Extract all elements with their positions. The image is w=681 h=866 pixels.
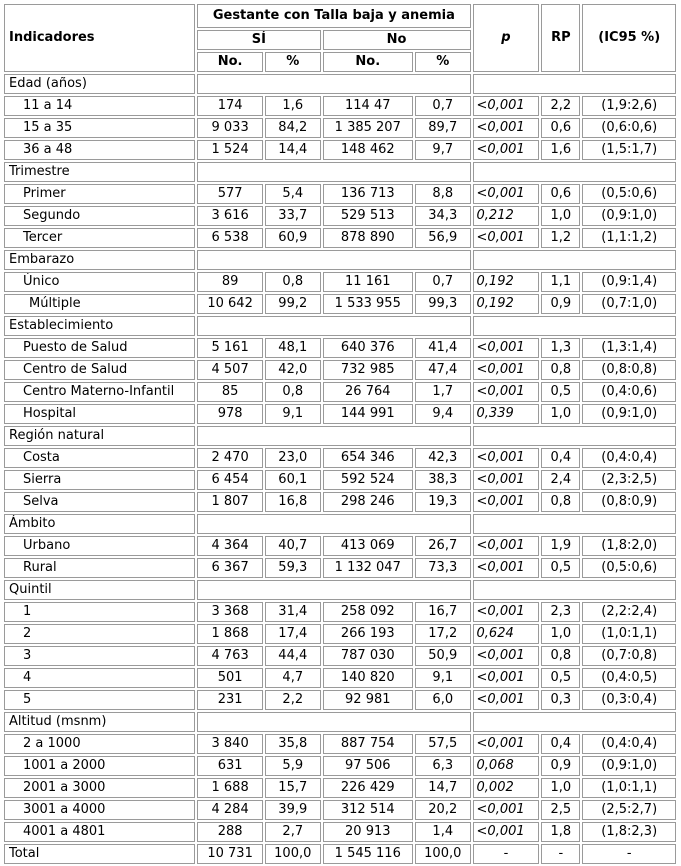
no-count-cell: 878 890 — [323, 228, 413, 248]
total-ic: - — [582, 844, 676, 864]
si-count-cell: 174 — [197, 96, 263, 116]
row-label: Hospital — [4, 404, 195, 424]
no-count-cell: 266 193 — [323, 624, 413, 644]
no-count-cell: 298 246 — [323, 492, 413, 512]
si-count-cell: 288 — [197, 822, 263, 842]
no-percent-cell: 50,9 — [415, 646, 471, 666]
table-row — [4, 470, 676, 490]
row-label: 1001 a 2000 — [4, 756, 195, 776]
si-percent-cell: 84,2 — [265, 118, 321, 138]
no-percent-cell: 9,1 — [415, 668, 471, 688]
si-count-cell: 3 616 — [197, 206, 263, 226]
row-label: 1 — [4, 602, 195, 622]
header-no: No — [323, 30, 471, 50]
ic-cell: (2,5:2,7) — [582, 800, 676, 820]
p-value-cell: <0,001 — [473, 118, 540, 138]
table-row — [4, 602, 676, 622]
header-rp: RP — [541, 4, 580, 72]
group-title: Embarazo — [4, 250, 195, 270]
table-row — [4, 294, 676, 314]
rp-cell: 1,3 — [541, 338, 580, 358]
group-title: Altitud (msnm) — [4, 712, 195, 732]
si-percent-cell: 99,2 — [265, 294, 321, 314]
p-value-cell: <0,001 — [473, 228, 540, 248]
table-row — [4, 96, 676, 116]
si-count-cell: 978 — [197, 404, 263, 424]
table-row — [4, 734, 676, 754]
p-value-cell: 0,192 — [473, 272, 540, 292]
si-percent-cell: 4,7 — [265, 668, 321, 688]
table-row — [4, 206, 676, 226]
group-header-row — [4, 426, 676, 446]
si-percent-cell: 14,4 — [265, 140, 321, 160]
p-value-cell: <0,001 — [473, 668, 540, 688]
si-count-cell: 2 470 — [197, 448, 263, 468]
row-label: Rural — [4, 558, 195, 578]
si-percent-cell: 1,6 — [265, 96, 321, 116]
p-value-cell: <0,001 — [473, 184, 540, 204]
row-label: Primer — [4, 184, 195, 204]
p-value-cell: <0,001 — [473, 470, 540, 490]
table-row — [4, 338, 676, 358]
si-percent-cell: 17,4 — [265, 624, 321, 644]
total-p: - — [473, 844, 540, 864]
table-row — [4, 360, 676, 380]
no-count-cell: 887 754 — [323, 734, 413, 754]
header-group-title: Gestante con Talla baja y anemia — [197, 4, 470, 28]
no-percent-cell: 99,3 — [415, 294, 471, 314]
ic-cell: (0,5:0,6) — [582, 558, 676, 578]
no-count-cell: 529 513 — [323, 206, 413, 226]
rp-cell: 1,6 — [541, 140, 580, 160]
no-count-cell: 226 429 — [323, 778, 413, 798]
group-spacer-cell — [473, 580, 676, 600]
ic-cell: (0,4:0,5) — [582, 668, 676, 688]
group-spacer-cell — [473, 426, 676, 446]
no-count-cell: 114 47 — [323, 96, 413, 116]
no-percent-cell: 1,4 — [415, 822, 471, 842]
table-row — [4, 690, 676, 710]
si-count-cell: 9 033 — [197, 118, 263, 138]
table-row — [4, 382, 676, 402]
no-count-cell: 1 132 047 — [323, 558, 413, 578]
row-label: 15 a 35 — [4, 118, 195, 138]
si-percent-cell: 39,9 — [265, 800, 321, 820]
group-spacer-cell — [197, 250, 470, 270]
si-count-cell: 1 688 — [197, 778, 263, 798]
rp-cell: 2,4 — [541, 470, 580, 490]
rp-cell: 0,9 — [541, 756, 580, 776]
no-percent-cell: 6,3 — [415, 756, 471, 776]
no-count-cell: 148 462 — [323, 140, 413, 160]
rp-cell: 2,2 — [541, 96, 580, 116]
no-count-cell: 92 981 — [323, 690, 413, 710]
si-count-cell: 1 807 — [197, 492, 263, 512]
row-label: 5 — [4, 690, 195, 710]
indicators-table — [2, 2, 678, 866]
si-percent-cell: 0,8 — [265, 382, 321, 402]
no-percent-cell: 0,7 — [415, 96, 471, 116]
row-label: 2 — [4, 624, 195, 644]
ic-cell: (0,9:1,4) — [582, 272, 676, 292]
row-label: 3 — [4, 646, 195, 666]
group-header-row — [4, 514, 676, 534]
no-count-cell: 97 506 — [323, 756, 413, 776]
no-count-cell: 144 991 — [323, 404, 413, 424]
no-percent-cell: 57,5 — [415, 734, 471, 754]
row-label: Único — [4, 272, 195, 292]
row-label: Urbano — [4, 536, 195, 556]
table-row — [4, 778, 676, 798]
group-header-row — [4, 250, 676, 270]
rp-cell: 0,3 — [541, 690, 580, 710]
row-label: Costa — [4, 448, 195, 468]
no-percent-cell: 42,3 — [415, 448, 471, 468]
si-percent-cell: 5,4 — [265, 184, 321, 204]
ic-cell: (1,1:1,2) — [582, 228, 676, 248]
group-title: Establecimiento — [4, 316, 195, 336]
p-value-cell: <0,001 — [473, 646, 540, 666]
rp-cell: 0,4 — [541, 448, 580, 468]
no-percent-cell: 19,3 — [415, 492, 471, 512]
ic-cell: (1,0:1,1) — [582, 624, 676, 644]
p-value-cell: <0,001 — [473, 800, 540, 820]
rp-cell: 1,0 — [541, 206, 580, 226]
no-count-cell: 312 514 — [323, 800, 413, 820]
si-count-cell: 6 367 — [197, 558, 263, 578]
si-percent-cell: 16,8 — [265, 492, 321, 512]
si-count-cell: 85 — [197, 382, 263, 402]
si-percent-cell: 5,9 — [265, 756, 321, 776]
rp-cell: 0,5 — [541, 668, 580, 688]
si-count-cell: 1 524 — [197, 140, 263, 160]
p-value-cell: 0,002 — [473, 778, 540, 798]
rp-cell: 1,0 — [541, 404, 580, 424]
group-spacer-cell — [473, 316, 676, 336]
no-count-cell: 136 713 — [323, 184, 413, 204]
no-count-cell: 26 764 — [323, 382, 413, 402]
p-value-cell: <0,001 — [473, 360, 540, 380]
no-count-cell: 640 376 — [323, 338, 413, 358]
si-count-cell: 4 364 — [197, 536, 263, 556]
si-count-cell: 5 161 — [197, 338, 263, 358]
p-value-cell: 0,068 — [473, 756, 540, 776]
no-percent-cell: 9,4 — [415, 404, 471, 424]
total-no-count: 1 545 116 — [323, 844, 413, 864]
rp-cell: 1,0 — [541, 624, 580, 644]
table-row — [4, 646, 676, 666]
table-row — [4, 140, 676, 160]
si-percent-cell: 60,1 — [265, 470, 321, 490]
si-percent-cell: 44,4 — [265, 646, 321, 666]
rp-cell: 0,5 — [541, 558, 580, 578]
table-row — [4, 448, 676, 468]
no-count-cell: 140 820 — [323, 668, 413, 688]
ic-cell: (0,8:0,9) — [582, 492, 676, 512]
ic-cell: (1,8:2,0) — [582, 536, 676, 556]
ic-cell: (0,7:1,0) — [582, 294, 676, 314]
row-label: 36 a 48 — [4, 140, 195, 160]
no-count-cell: 732 985 — [323, 360, 413, 380]
rp-cell: 0,5 — [541, 382, 580, 402]
p-value-cell: 0,339 — [473, 404, 540, 424]
p-value-cell: 0,624 — [473, 624, 540, 644]
group-spacer-cell — [197, 514, 470, 534]
no-percent-cell: 17,2 — [415, 624, 471, 644]
rp-cell: 1,0 — [541, 778, 580, 798]
p-value-cell: <0,001 — [473, 602, 540, 622]
header-p: p — [473, 4, 540, 72]
si-percent-cell: 35,8 — [265, 734, 321, 754]
header-si-percent: % — [265, 52, 321, 72]
si-percent-cell: 2,2 — [265, 690, 321, 710]
p-value-cell: <0,001 — [473, 338, 540, 358]
table-row — [4, 558, 676, 578]
no-percent-cell: 14,7 — [415, 778, 471, 798]
table-row — [4, 668, 676, 688]
rp-cell: 2,3 — [541, 602, 580, 622]
si-count-cell: 501 — [197, 668, 263, 688]
group-spacer-cell — [197, 162, 470, 182]
rp-cell: 1,8 — [541, 822, 580, 842]
table-row — [4, 756, 676, 776]
total-rp: - — [541, 844, 580, 864]
row-label: 3001 a 4000 — [4, 800, 195, 820]
total-label: Total — [4, 844, 195, 864]
rp-cell: 0,6 — [541, 184, 580, 204]
no-percent-cell: 8,8 — [415, 184, 471, 204]
no-percent-cell: 9,7 — [415, 140, 471, 160]
group-spacer-cell — [197, 316, 470, 336]
no-count-cell: 413 069 — [323, 536, 413, 556]
group-title: Región natural — [4, 426, 195, 446]
ic-cell: (0,7:0,8) — [582, 646, 676, 666]
si-percent-cell: 23,0 — [265, 448, 321, 468]
header-si-count: No. — [197, 52, 263, 72]
group-spacer-cell — [197, 74, 470, 94]
ic-cell: (2,3:2,5) — [582, 470, 676, 490]
group-header-row — [4, 712, 676, 732]
group-title: Trimestre — [4, 162, 195, 182]
ic-cell: (1,5:1,7) — [582, 140, 676, 160]
row-label: 11 a 14 — [4, 96, 195, 116]
si-count-cell: 10 642 — [197, 294, 263, 314]
table-row — [4, 800, 676, 820]
table-row — [4, 228, 676, 248]
si-percent-cell: 42,0 — [265, 360, 321, 380]
total-si-count: 10 731 — [197, 844, 263, 864]
no-percent-cell: 1,7 — [415, 382, 471, 402]
row-label: Centro Materno-Infantil — [4, 382, 195, 402]
row-label: 2 a 1000 — [4, 734, 195, 754]
ic-cell: (0,9:1,0) — [582, 404, 676, 424]
table-row — [4, 404, 676, 424]
ic-cell: (1,9:2,6) — [582, 96, 676, 116]
no-count-cell: 11 161 — [323, 272, 413, 292]
no-count-cell: 787 030 — [323, 646, 413, 666]
ic-cell: (2,2:2,4) — [582, 602, 676, 622]
header-indicadores: Indicadores — [4, 4, 195, 72]
rp-cell: 0,8 — [541, 492, 580, 512]
row-label: 4 — [4, 668, 195, 688]
rp-cell: 0,8 — [541, 360, 580, 380]
rp-cell: 1,1 — [541, 272, 580, 292]
rp-cell: 2,5 — [541, 800, 580, 820]
row-label: 4001 a 4801 — [4, 822, 195, 842]
group-title: Quintil — [4, 580, 195, 600]
row-label: Tercer — [4, 228, 195, 248]
si-count-cell: 89 — [197, 272, 263, 292]
p-value-cell: <0,001 — [473, 140, 540, 160]
row-label: 2001 a 3000 — [4, 778, 195, 798]
header-si: SÍ — [197, 30, 320, 50]
table-row — [4, 492, 676, 512]
total-si-percent: 100,0 — [265, 844, 321, 864]
row-label: Segundo — [4, 206, 195, 226]
row-label: Múltiple — [4, 294, 195, 314]
row-label: Selva — [4, 492, 195, 512]
group-spacer-cell — [473, 74, 676, 94]
group-spacer-cell — [197, 712, 470, 732]
si-percent-cell: 15,7 — [265, 778, 321, 798]
si-count-cell: 4 507 — [197, 360, 263, 380]
row-label: Sierra — [4, 470, 195, 490]
no-percent-cell: 0,7 — [415, 272, 471, 292]
rp-cell: 0,9 — [541, 294, 580, 314]
ic-cell: (0,4:0,6) — [582, 382, 676, 402]
table-body — [4, 74, 676, 864]
no-percent-cell: 56,9 — [415, 228, 471, 248]
ic-cell: (0,8:0,8) — [582, 360, 676, 380]
no-percent-cell: 89,7 — [415, 118, 471, 138]
ic-cell: (1,3:1,4) — [582, 338, 676, 358]
si-count-cell: 4 763 — [197, 646, 263, 666]
ic-cell: (0,6:0,6) — [582, 118, 676, 138]
ic-cell: (0,9:1,0) — [582, 756, 676, 776]
si-percent-cell: 33,7 — [265, 206, 321, 226]
p-value-cell: <0,001 — [473, 558, 540, 578]
table-row — [4, 272, 676, 292]
group-spacer-cell — [473, 514, 676, 534]
group-spacer-cell — [473, 162, 676, 182]
si-count-cell: 577 — [197, 184, 263, 204]
no-percent-cell: 47,4 — [415, 360, 471, 380]
rp-cell: 0,4 — [541, 734, 580, 754]
no-count-cell: 1 533 955 — [323, 294, 413, 314]
group-header-row — [4, 316, 676, 336]
no-count-cell: 1 385 207 — [323, 118, 413, 138]
ic-cell: (0,3:0,4) — [582, 690, 676, 710]
ic-cell: (0,5:0,6) — [582, 184, 676, 204]
no-percent-cell: 38,3 — [415, 470, 471, 490]
p-value-cell: <0,001 — [473, 536, 540, 556]
si-percent-cell: 59,3 — [265, 558, 321, 578]
table-row — [4, 624, 676, 644]
si-percent-cell: 9,1 — [265, 404, 321, 424]
p-value-cell: <0,001 — [473, 690, 540, 710]
si-percent-cell: 0,8 — [265, 272, 321, 292]
row-label: Centro de Salud — [4, 360, 195, 380]
si-percent-cell: 40,7 — [265, 536, 321, 556]
total-row — [4, 844, 676, 864]
p-value-cell: <0,001 — [473, 734, 540, 754]
group-header-row — [4, 580, 676, 600]
p-value-cell: 0,192 — [473, 294, 540, 314]
table-row — [4, 536, 676, 556]
no-count-cell: 258 092 — [323, 602, 413, 622]
no-percent-cell: 16,7 — [415, 602, 471, 622]
group-spacer-cell — [197, 426, 470, 446]
rp-cell: 0,8 — [541, 646, 580, 666]
ic-cell: (1,8:2,3) — [582, 822, 676, 842]
table-row — [4, 822, 676, 842]
si-count-cell: 3 368 — [197, 602, 263, 622]
group-spacer-cell — [197, 580, 470, 600]
si-count-cell: 6 538 — [197, 228, 263, 248]
si-count-cell: 231 — [197, 690, 263, 710]
p-value-cell: <0,001 — [473, 822, 540, 842]
no-percent-cell: 20,2 — [415, 800, 471, 820]
ic-cell: (0,4:0,4) — [582, 448, 676, 468]
rp-cell: 1,9 — [541, 536, 580, 556]
si-count-cell: 4 284 — [197, 800, 263, 820]
p-value-cell: <0,001 — [473, 492, 540, 512]
si-count-cell: 631 — [197, 756, 263, 776]
p-value-cell: <0,001 — [473, 448, 540, 468]
si-percent-cell: 60,9 — [265, 228, 321, 248]
no-count-cell: 20 913 — [323, 822, 413, 842]
si-percent-cell: 48,1 — [265, 338, 321, 358]
si-count-cell: 1 868 — [197, 624, 263, 644]
no-percent-cell: 26,7 — [415, 536, 471, 556]
no-percent-cell: 73,3 — [415, 558, 471, 578]
table-row — [4, 184, 676, 204]
si-percent-cell: 31,4 — [265, 602, 321, 622]
table-row — [4, 118, 676, 138]
group-header-row — [4, 74, 676, 94]
ic-cell: (0,9:1,0) — [582, 206, 676, 226]
p-value-cell: 0,212 — [473, 206, 540, 226]
total-no-percent: 100,0 — [415, 844, 471, 864]
no-count-cell: 592 524 — [323, 470, 413, 490]
header-ic: (IC95 %) — [582, 4, 676, 72]
group-spacer-cell — [473, 250, 676, 270]
group-title: Edad (años) — [4, 74, 195, 94]
group-spacer-cell — [473, 712, 676, 732]
si-count-cell: 3 840 — [197, 734, 263, 754]
si-count-cell: 6 454 — [197, 470, 263, 490]
si-percent-cell: 2,7 — [265, 822, 321, 842]
no-count-cell: 654 346 — [323, 448, 413, 468]
p-value-cell: <0,001 — [473, 382, 540, 402]
no-percent-cell: 41,4 — [415, 338, 471, 358]
header-no-percent: % — [415, 52, 471, 72]
group-header-row — [4, 162, 676, 182]
ic-cell: (1,0:1,1) — [582, 778, 676, 798]
rp-cell: 1,2 — [541, 228, 580, 248]
header-no-count: No. — [323, 52, 413, 72]
row-label: Puesto de Salud — [4, 338, 195, 358]
no-percent-cell: 34,3 — [415, 206, 471, 226]
ic-cell: (0,4:0,4) — [582, 734, 676, 754]
p-value-cell: <0,001 — [473, 96, 540, 116]
no-percent-cell: 6,0 — [415, 690, 471, 710]
rp-cell: 0,6 — [541, 118, 580, 138]
group-title: Ámbito — [4, 514, 195, 534]
